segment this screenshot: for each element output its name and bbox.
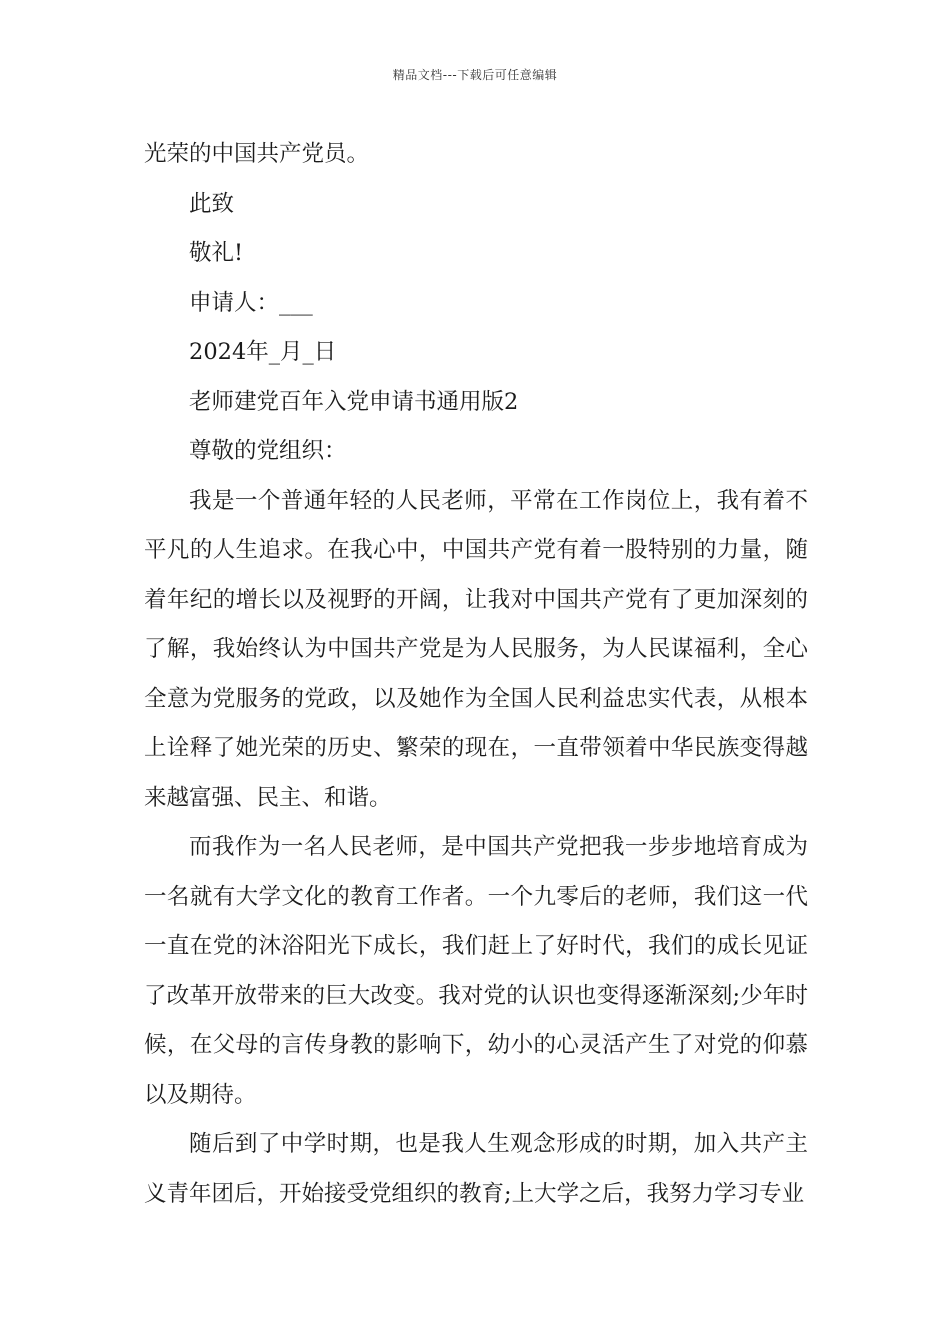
body-paragraph-3: 随后到了中学时期，也是我人生观念形成的时期，加入共产主义青年团后，开始接受党组织的教育;上大学之后，我努力学习专业 [144,1131,808,1207]
document-body [144,130,808,1219]
salutation: 尊敬的党组织： [189,438,347,464]
date-line: 2024年_月_日 [189,339,337,365]
page-header: 精品文档---下载后可任意编辑 [392,68,558,82]
body-paragraph-2: 而我作为一名人民老师，是中国共产党把我一步步地培育成为一名就有大学文化的教育工作者。一个九零后的老师，我们这一代一直在党的沐浴阳光下成长，我们赶上了好时代，我们的成长见证了改革开放带来的巨大改变。我对党的认识也变得逐渐深刻;少年时候，在父母的言传身教的影响下，幼小的心灵活产生了对党的仰慕以及期待。 [144,834,808,1108]
opening-line: 光荣的中国共产党员。 [144,141,370,167]
applicant-line: 申请人：___ [189,289,313,316]
body-paragraph-1: 我是一个普通年轻的人民老师，平常在工作岗位上，我有着不平凡的人生追求。在我心中，中国共产党有着一股特别的力量，随着年纪的增长以及视野的开阔，让我对中国共产党有了更加深刻的了解，我始终认为中国共产党是为人民服务，为人民谋福利，全心全意为党服务的党政，以及她作为全国人民利益忠实代表，从根本上诠释了她光荣的历史、繁荣的现在，一直带领着中华民族变得越来越富强、民主、和谐。 [144,487,808,811]
closing-greeting: 此致 [189,190,235,217]
document-title: 老师建党百年入党申请书通用版2 [189,388,519,415]
closing-salute: 敬礼! [189,240,244,266]
